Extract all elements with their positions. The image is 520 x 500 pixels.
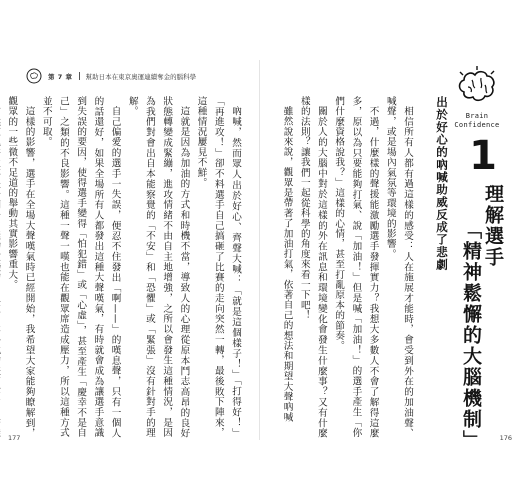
brain-icon [454, 66, 500, 114]
right-paragraph: 不過，什麼樣的聲援能激勵選手發揮實力？我想大多數人不會了解得這麼多，原以為只要能夠打氣、說「加油！」但是喊「加油！」的選手產生「你們什麼資格說我？」這樣的心情，甚至打亂原本的節奏。 [333, 96, 379, 438]
left-paragraph [0, 96, 3, 438]
brain-label-line: Confidence [454, 121, 500, 129]
section-subheading: 出於好心的吶喊助威反成了悲劇 [435, 96, 449, 271]
header-chapter-label: 第 7 章 [48, 72, 73, 81]
right-paragraph: 雖然說來說，觀眾是帶著了加油打氣，依著自己的想法和期望大聲吶喊 [281, 105, 293, 422]
left-paragraph: 這就是因為加油的方式和時機不當，導致人的心理從原本鬥志高昂的良好狀態轉變成緊繃，進攻情緒不由自主地增強，之所以會發生這種情況，是因為我們對會出自本能察覺的「不安」和「恐懼」或「緊張」沒有針對手的理解。 [126, 96, 190, 438]
left-paragraph: 自己偏愛的選手一失誤，便忍不住發出「啊——」的嘆息聲，只有一個人的話還好，如果全場所有人都發出這種大聲嘆氣，有時就會成為讓選手意識到失誤的要因，使得選手變得「怕犯錯」或「心虛」，甚至產生「慶幸不是自己」之類的不良影響。這種一聲一嘆也能在觀眾席造成壓力，所以這種方式並不可取。 [40, 96, 121, 438]
chapter-number: 1 [469, 133, 497, 179]
chapter-title-line-2: 「精神鬆懈的大腦機制」 [460, 220, 482, 451]
left-paragraph: 這樣的影響，選手在全場大聲嘆氣時已經開始，我希望大家能夠瞭解到，觀眾的一些微不足道的舉動其實影響重大。 [6, 96, 35, 438]
brain-label-line: Brain [465, 112, 489, 120]
header-book-title: 幫助日本在東京奧運連續奪金的腦科學 [85, 72, 197, 81]
chapter-title-line-1: 理解選手 [482, 184, 504, 268]
right-page-body [276, 96, 416, 438]
brain-badge-icon [26, 68, 42, 84]
right-paragraph: 相信所有人都有過這樣的感受：人在施展才能時，會受到外在的加油聲、喊聲，或是場內氣氛等環境的影響。 [384, 96, 413, 438]
right-paragraph: 關於人的大腦中對於這樣的外在訊息和環境變化會發生什麼事？又有什麼樣的法則？讓我們一起從科學的角度來看一下吧！ [298, 96, 327, 438]
header-divider [79, 72, 80, 80]
running-header [26, 68, 196, 84]
page-number-left: 177 [8, 434, 21, 442]
left-paragraph: 吶喊，然而眾人出於好心、齊聲大喊：「就是這個樣子！」「打得好！」「再進攻！」卻不料選手自己搞砸了比賽的走向突然一轉，最後敗下陣來，這種情況屢見不鮮。 [195, 96, 241, 438]
page-gutter [259, 60, 260, 440]
brain-confidence-label [446, 112, 508, 130]
page-number-right: 176 [499, 434, 512, 442]
